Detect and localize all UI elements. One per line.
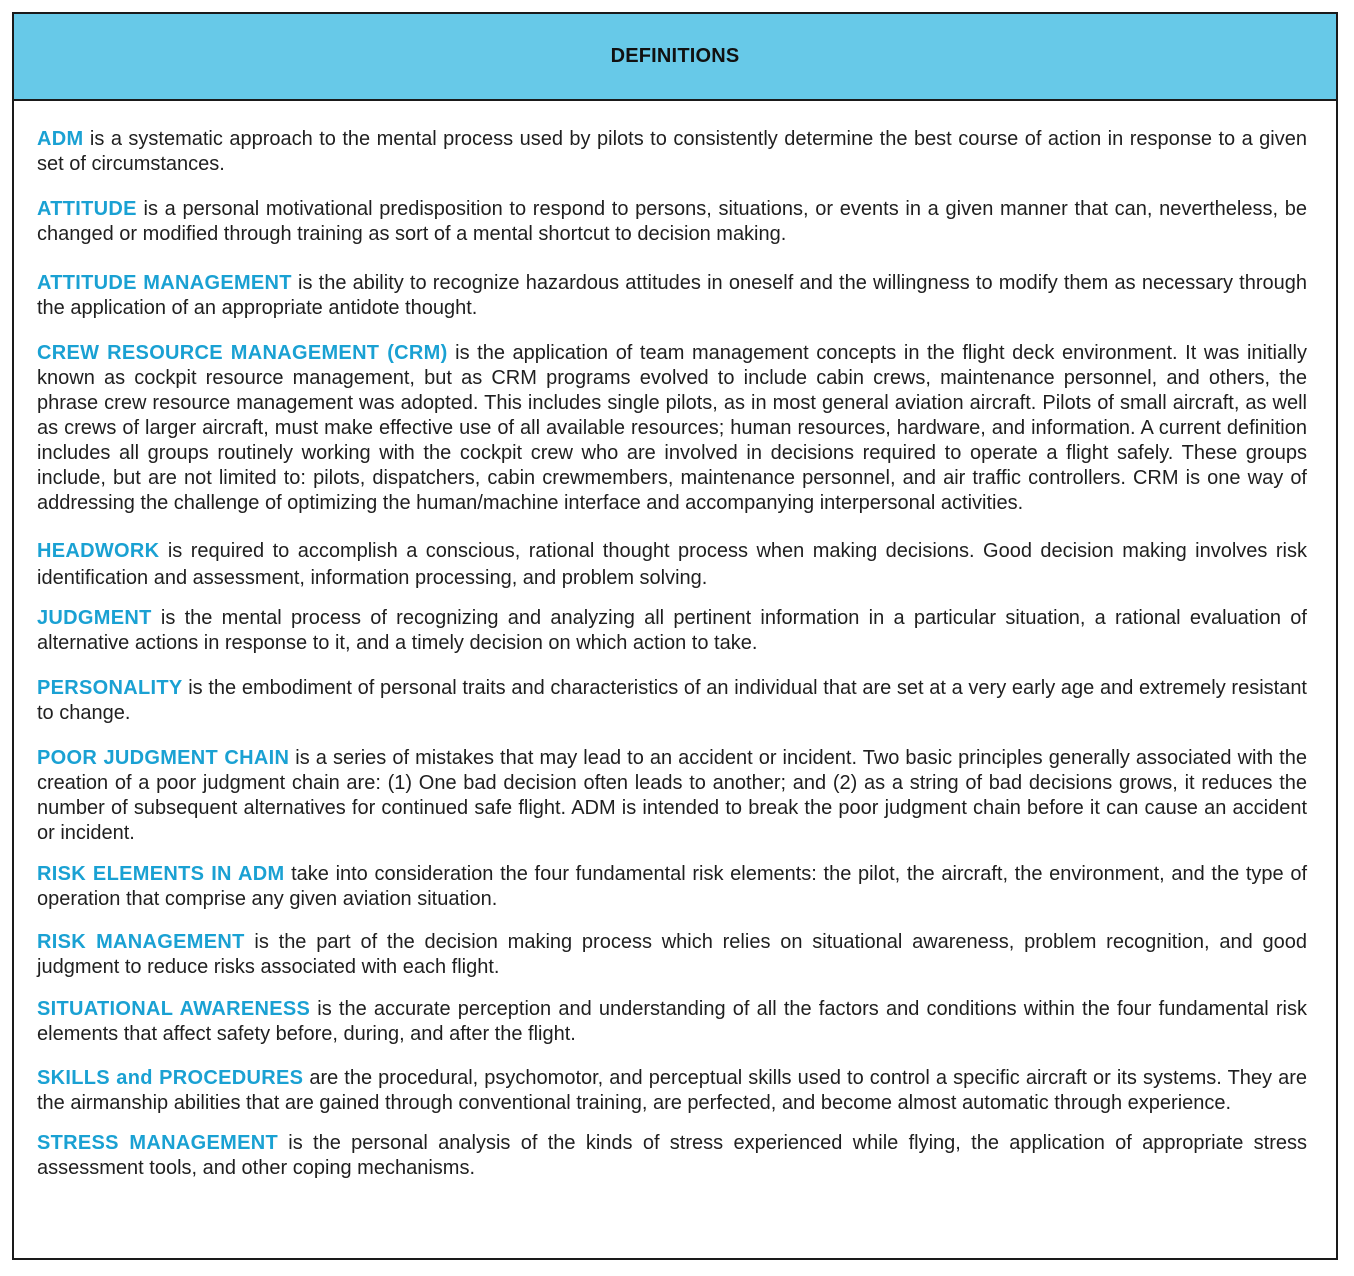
term-label: SITUATIONAL AWARENESS	[37, 998, 311, 1020]
definition-text: is the mental process of recognizing and analyzing all pertinent information in a particular situation, a rational evaluation of alternative actions in response to it, and a timely decision on which action to take.	[37, 607, 1307, 654]
definitions-list	[14, 101, 1336, 1181]
definition-stress-management	[37, 1131, 1307, 1181]
definition-text: is the ability to recognize hazardous attitudes in oneself and the willingness to modify them as necessary through the application of an appropriate antidote thought.	[37, 272, 1307, 319]
term-label: SKILLS and PROCEDURES	[37, 1067, 304, 1089]
definition-attitude	[37, 197, 1307, 247]
term-label: HEADWORK	[37, 540, 160, 562]
term-label: ATTITUDE MANAGEMENT	[37, 272, 292, 294]
definition-attitude-management	[37, 271, 1307, 321]
definition-skills-and-procedures	[37, 1066, 1307, 1116]
definitions-header	[14, 14, 1336, 101]
definition-text: is required to accomplish a conscious, rational thought process when making decisions. Good decision making involves risk identification and assessment, information processing, and problem solving.	[37, 540, 1307, 589]
term-label: STRESS MANAGEMENT	[37, 1132, 278, 1154]
term-label: ADM	[37, 128, 84, 150]
term-label: PERSONALITY	[37, 677, 183, 699]
definition-text: is a personal motivational predisposition to respond to persons, situations, or events in a given manner that can, nevertheless, be changed or modified through training as sort of a mental shortcut to decision making.	[37, 198, 1307, 245]
definition-text: is the part of the decision making process which relies on situational awareness, problem recognition, and good judgment to reduce risks associated with each flight.	[37, 931, 1308, 978]
term-label: RISK MANAGEMENT	[37, 931, 245, 953]
definition-situational-awareness	[37, 997, 1307, 1047]
definition-text: take into consideration the four fundamental risk elements: the pilot, the aircraft, the environment, and the type of operation that comprise any given aviation situation.	[37, 863, 1308, 910]
definition-judgment	[37, 606, 1307, 656]
definition-risk-management	[37, 930, 1307, 980]
definition-text: is a systematic approach to the mental process used by pilots to consistently determine the best course of action in response to a given set of circumstances.	[37, 128, 1307, 175]
term-label: JUDGMENT	[37, 607, 152, 629]
definition-poor-judgment-chain	[37, 746, 1307, 846]
term-label: RISK ELEMENTS IN ADM	[37, 863, 285, 885]
definition-personality	[37, 676, 1307, 726]
definition-risk-elements-in-adm	[37, 862, 1307, 912]
definition-text: is the accurate perception and understanding of all the factors and conditions within the four fundamental risk elements that affect safety before, during, and after the flight.	[37, 998, 1307, 1045]
definition-text: is the application of team management concepts in the flight deck environment. It was initially known as cockpit resource management, but as CRM programs evolved to include cabin crews, maintenance personnel, and others, the phrase crew resource management was adopted. This includes single pilots, as in most general aviation aircraft. Pilots of small aircraft, as well as crews of larger aircraft, must make effective use of all available resources; human resources, hardware, and information. A current definition includes all groups routinely working with the cockpit crew who are involved in decisions required to operate a flight safely. These groups include, but are not limited to: pilots, dispatchers, cabin crewmembers, maintenance personnel, and air traffic controllers. CRM is one way of addressing the challenge of optimizing the human/machine interface and accompanying interpersonal activities.	[37, 342, 1307, 514]
term-label: POOR JUDGMENT CHAIN	[37, 747, 290, 769]
definition-crew-resource-management	[37, 341, 1307, 516]
term-label: CREW RESOURCE MANAGEMENT (CRM)	[37, 342, 448, 364]
definition-text: are the procedural, psychomotor, and perceptual skills used to control a specific aircraft or its systems. They are the airmanship abilities that are gained through conventional training, are perfected, and become almost automatic through experience.	[37, 1067, 1308, 1114]
definition-text: is a series of mistakes that may lead to an accident or incident. Two basic principles generally associated with the creation of a poor judgment chain are: (1) One bad decision often leads to another; and (2) as a string of bad decisions grows, it reduces the number of subsequent alternatives for continued safe flight. ADM is intended to break the poor judgment chain before it can cause an accident or incident.	[37, 747, 1307, 844]
definition-headwork	[37, 538, 1307, 592]
definition-adm	[37, 127, 1307, 177]
page-title: DEFINITIONS	[610, 45, 740, 67]
definitions-box	[12, 12, 1338, 1260]
definition-text: is the embodiment of personal traits and characteristics of an individual that are set at a very early age and extremely resistant to change.	[37, 677, 1307, 724]
definition-text: is the personal analysis of the kinds of stress experienced while flying, the application of appropriate stress assessment tools, and other coping mechanisms.	[37, 1132, 1307, 1179]
term-label: ATTITUDE	[37, 198, 137, 220]
